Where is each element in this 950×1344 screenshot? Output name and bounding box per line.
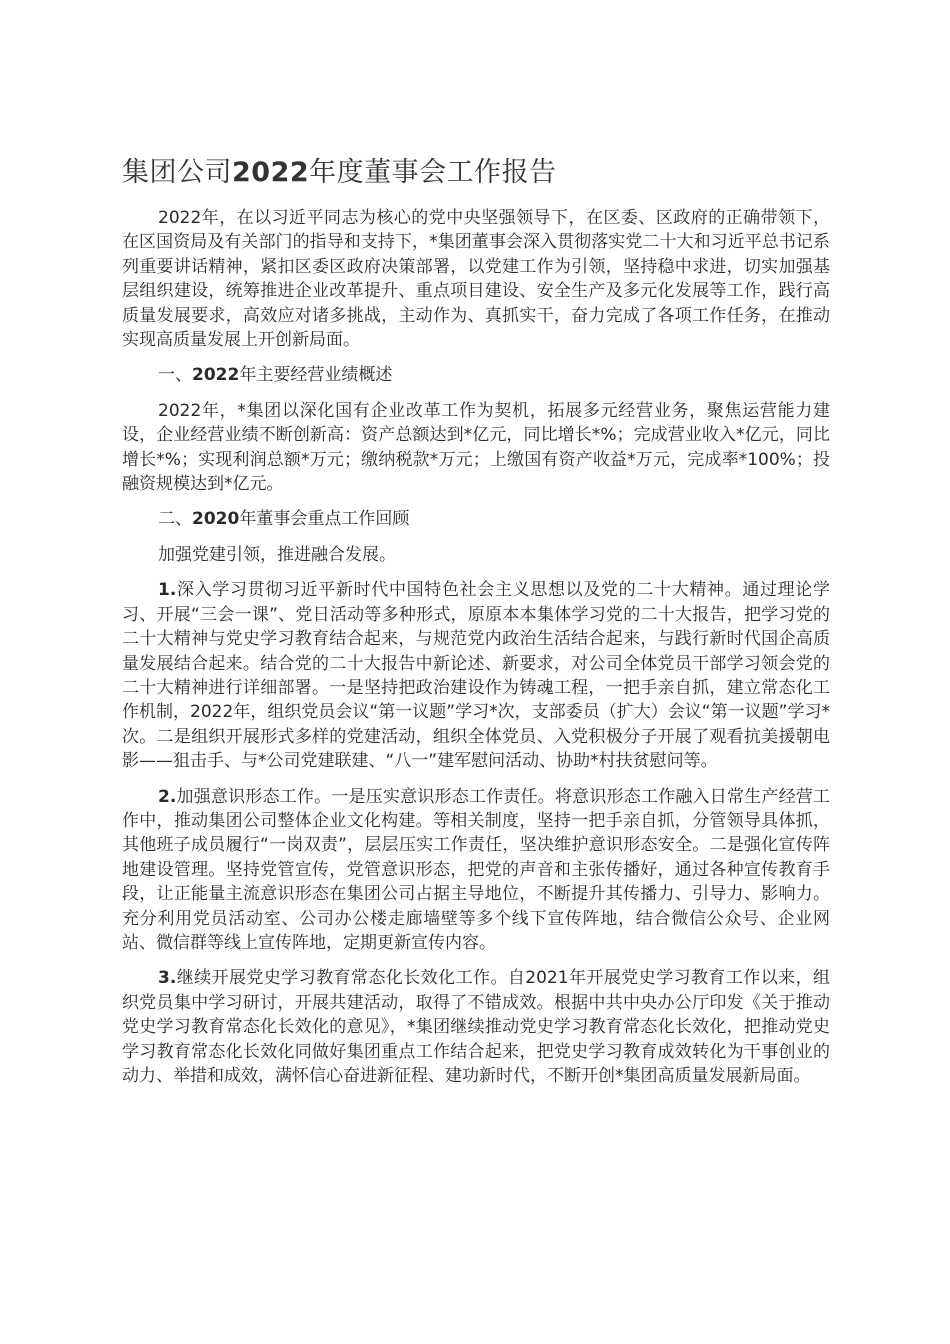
section-heading-2: 二、2020年董事会重点工作回顾	[158, 509, 410, 530]
subheading: 加强党建引领，推进融合发展。	[158, 544, 396, 565]
intro-paragraph: 2022年，在以习近平同志为核心的党中央坚强领导下，在区委、区政府的正确带领下，在区国资局及有关部门的指导和支持下，*集团董事会深入贯彻落实党二十大和习近平总书记系列重要讲话精神，紧扣区委区政府决策部署，以党建工作为引领，坚持稳中求进，切实加强基层组织建设，统筹推进企业改革提升、重点项目建设、安全生产及多元化发展等工作，践行高质量发展要求，高效应对诸多挑战，主动作为、真抓实干，奋力完成了各项工作任务，在推动实现高质量发展上开创新局面。	[122, 208, 830, 351]
section1-paragraph: 2022年，*集团以深化国有企业改革工作为契机，拓展多元经营业务，聚焦运营能力建设，企业经营业绩不断创新高：资产总额达到*亿元，同比增长*%；完成营业收入*亿元，同比增长*%；实现利润总额*万元；缴纳税款*万元；上缴国有资产收益*万元，完成率*100%；投融资规模达到*亿元。	[122, 400, 830, 495]
section-heading-1: 一、2022年主要经营业绩概述	[158, 365, 393, 386]
item-paragraph-2: 2.加强意识形态工作。一是压实意识形态工作责任。将意识形态工作融入日常生产经营工作中，推动集团公司整体企业文化构建。等相关制度，坚持一把手亲自抓，分管领导具体抓，其他班子成员履行“一岗双责”，层层压实工作责任，坚决维护意识形态安全。二是强化宣传阵地建设管理。坚持党管宣传，党管意识形态，把党的声音和主张传播好，通过各种宣传教育手段，让正能量主流意识形态在集团公司占据主导地位，不断提升其传播力、引导力、影响力。充分利用党员活动室、公司办公楼走廊墙壁等多个线下宣传阵地，结合微信公众号、企业网站、微信群等线上宣传阵地，定期更新宣传内容。	[122, 786, 830, 953]
item-paragraph-3: 3.继续开展党史学习教育常态化长效化工作。自2021年开展党史学习教育工作以来，组织党员集中学习研讨，开展共建活动，取得了不错成效。根据中共中央办公厅印发《关于推动党史学习教育常态化长效化的意见》，*集团继续推动党史学习教育常态化长效化，把推动党史学习教育常态化长效化同做好集团重点工作结合起来，把党史学习教育成效转化为干事创业的动力、举措和成效，满怀信心奋进新征程、建功新时代，不断开创*集团高质量发展新局面。	[122, 968, 830, 1086]
document-page	[122, 152, 830, 1099]
document-title: 集团公司2022年度董事会工作报告	[122, 157, 557, 188]
item-paragraph-1: 1.深入学习贯彻习近平新时代中国特色社会主义思想以及党的二十大精神。通过理论学习、开展“三会一课”、党日活动等多种形式，原原本本集体学习党的二十大报告，把学习党的二十大精神与党史学习教育结合起来，与规范党内政治生活结合起来，与践行新时代国企高质量发展结合起来。结合党的二十大报告中新论述、新要求，对公司全体党员干部学习领会党的二十大精神进行详细部署。一是坚持把政治建设作为铸魂工程，一把手亲自抓，建立常态化工作机制，2022年，组织党员会议“第一议题”学习*次，支部委员（扩大）会议“第一议题”学习*次。二是组织开展形式多样的党建活动，组织全体党员、入党积极分子开展了观看抗美援朝电影——狙击手、与*公司党建联建、“八一”建军慰问活动、协助*村扶贫慰问等。	[122, 580, 830, 772]
